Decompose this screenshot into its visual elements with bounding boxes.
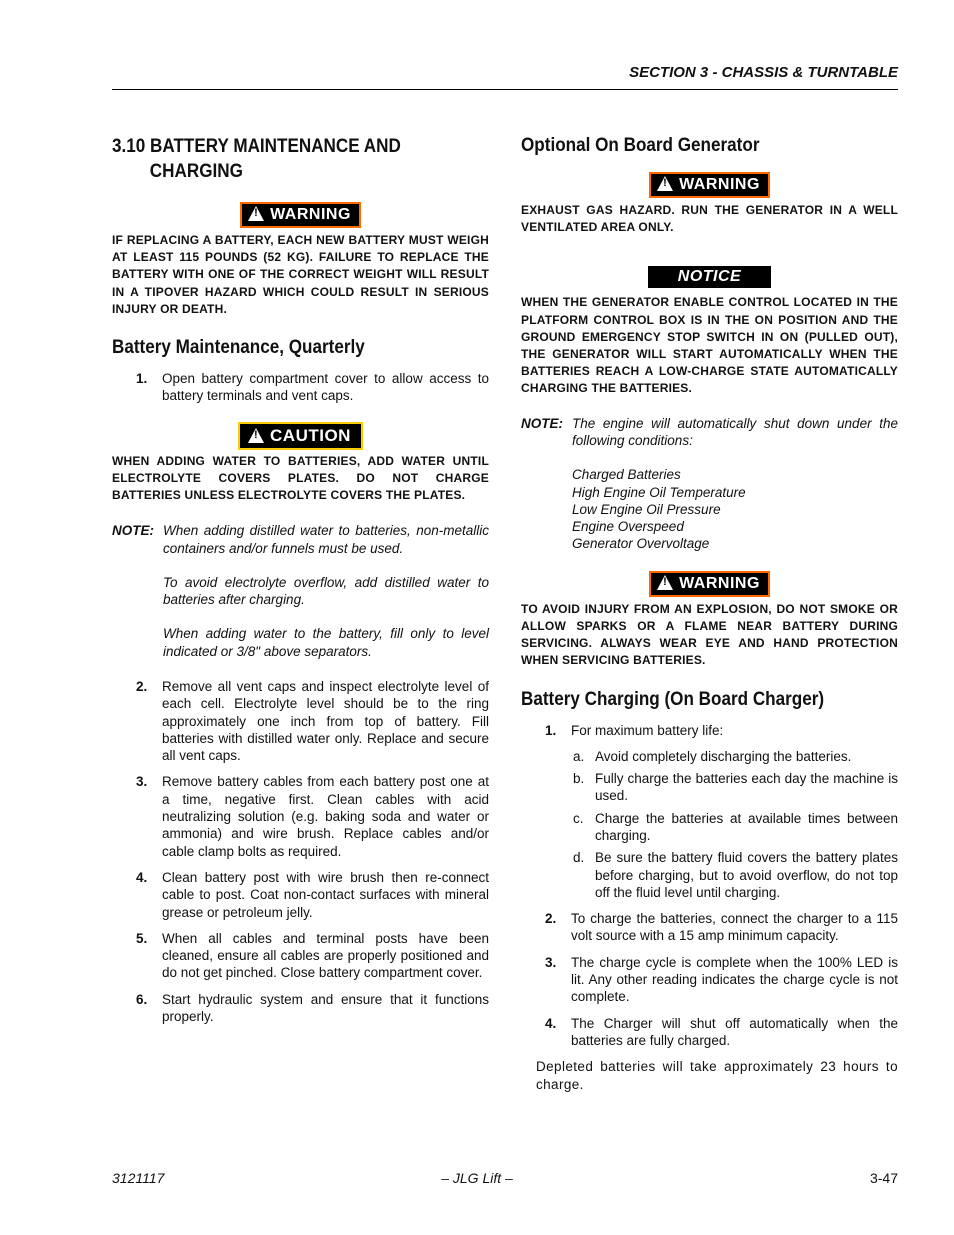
warning-badge bbox=[649, 571, 770, 597]
warning-label: WARNING bbox=[679, 176, 760, 193]
sub-item bbox=[521, 810, 898, 845]
sub-item-text: Fully charge the batteries each day the machine is used. bbox=[595, 771, 898, 804]
step-number: 1. bbox=[545, 722, 557, 738]
step-item bbox=[521, 1015, 898, 1050]
note-label: NOTE: bbox=[521, 415, 563, 431]
step-number: 5. bbox=[136, 930, 148, 946]
warning-text: TO AVOID INJURY FROM AN EXPLOSION, DO NOT SMOKE OR ALLOW SPARKS OR A FLAME NEAR BATTERY DURING SERVICING. ALWAYS WEAR EYE AND HAND PROTECTION WHEN SERVICING BATTERIES. bbox=[521, 601, 898, 668]
step-number: 1. bbox=[136, 371, 148, 387]
step-list bbox=[521, 910, 898, 1049]
sub-item-text: Avoid completely discharging the batteries. bbox=[595, 748, 852, 764]
note-paragraph: When adding water to the battery, fill only to level indicated or 3/8" above separators. bbox=[163, 626, 489, 659]
step-number: 3. bbox=[136, 774, 148, 790]
step-number: 2. bbox=[545, 911, 557, 927]
step-number: 4. bbox=[136, 869, 148, 885]
step-item bbox=[112, 370, 489, 405]
step-list bbox=[112, 678, 489, 1025]
condition-item: Generator Overvoltage bbox=[572, 536, 710, 552]
condition-item: Low Engine Oil Pressure bbox=[572, 501, 721, 517]
step-number: 4. bbox=[545, 1015, 557, 1031]
warning-text: EXHAUST GAS HAZARD. RUN THE GENERATOR IN A WELL VENTILATED AREA ONLY. bbox=[521, 203, 898, 235]
condition-item: Engine Overspeed bbox=[572, 519, 684, 535]
step-number: 6. bbox=[136, 991, 148, 1007]
step-item bbox=[112, 991, 489, 1026]
note-paragraph: When adding distilled water to batteries, non-metallic containers and/or funnels must be used. bbox=[163, 523, 489, 556]
sub-item-list bbox=[521, 748, 898, 901]
warning-triangle-icon bbox=[248, 206, 264, 221]
sub-item-text: Be sure the battery fluid covers the battery plates before charging, but to avoid overflow, do not top off the fluid level until charging. bbox=[595, 850, 898, 900]
main-heading-line2: CHARGING bbox=[149, 161, 243, 182]
step-text: The charge cycle is complete when the 100% LED is lit. Any other reading indicates the charge cycle is not complete. bbox=[571, 954, 898, 1005]
footer-doc-number: 3121117 bbox=[112, 1170, 165, 1186]
condition-item: High Engine Oil Temperature bbox=[572, 484, 746, 500]
condition-list bbox=[572, 466, 898, 552]
notice-text: WHEN THE GENERATOR ENABLE CONTROL LOCATED IN THE PLATFORM CONTROL BOX IS IN THE ON POSITION AND THE GROUND EMERGENCY STOP SWITCH IN ON (PULLED OUT), THE GENERATOR WILL START AUTOMATICALLY WHEN THE BATTERIES REACH A LOW-CHARGE STATE AUTOMATICALLY CHARGING THE BATTERIES. bbox=[521, 295, 898, 396]
warning-badge bbox=[240, 202, 361, 228]
step-text: When all cables and terminal posts have been cleaned, ensure all cables are properly positioned and do not get pinched. Close battery compartment cover. bbox=[162, 930, 489, 981]
step-text: Start hydraulic system and ensure that it functions properly. bbox=[162, 991, 489, 1025]
warning-label: WARNING bbox=[270, 206, 351, 223]
note-paragraph: To avoid electrolyte overflow, add distilled water to batteries after charging. bbox=[163, 574, 489, 608]
caution-badge-wrap bbox=[112, 422, 489, 450]
main-heading-line1: 3.10 BATTERY MAINTENANCE AND bbox=[112, 136, 401, 157]
caution-text: WHEN ADDING WATER TO BATTERIES, ADD WATER UNTIL ELECTROLYTE COVERS PLATES. DO NOT CHARGE BATTERIES UNLESS ELECTROLYTE COVERS THE PLATES. bbox=[112, 453, 489, 503]
charging-heading: Battery Charging (On Board Charger) bbox=[521, 688, 825, 710]
sub-item-letter: b. bbox=[573, 771, 585, 787]
warning-triangle-icon bbox=[657, 575, 673, 590]
sub-item-letter: c. bbox=[573, 810, 584, 826]
footer-brand: – JLG Lift – bbox=[441, 1170, 513, 1186]
step-number: 3. bbox=[545, 954, 557, 970]
warning-badge bbox=[649, 172, 770, 198]
step-text: To charge the batteries, connect the charger to a 115 volt source with a 15 amp minimum capacity. bbox=[571, 911, 898, 944]
step-text: Remove battery cables from each battery post one at a time, negative first. Clean cables with acid neutralizing solution (e.g. baking soda and water or ammonia) and wire brush. Replace cables and/or cable clamp bolts as required. bbox=[162, 774, 489, 859]
section-header: SECTION 3 - CHASSIS & TURNTABLE bbox=[629, 64, 898, 81]
step-item bbox=[112, 773, 489, 859]
step-item bbox=[112, 869, 489, 921]
sub-item-letter: a. bbox=[573, 748, 585, 764]
generator-heading: Optional On Board Generator bbox=[521, 135, 760, 156]
notice-badge-wrap bbox=[521, 266, 898, 288]
left-column bbox=[112, 128, 489, 1025]
closing-paragraph: Depleted batteries will take approximately 23 hours to charge. bbox=[536, 1059, 898, 1092]
warning-badge-wrap bbox=[521, 571, 898, 597]
step-item bbox=[112, 930, 489, 982]
condition-item: Charged Batteries bbox=[572, 467, 681, 483]
footer-page-number: 3-47 bbox=[869, 1170, 898, 1186]
note-block bbox=[112, 522, 489, 660]
sub-item bbox=[521, 770, 898, 805]
step-item bbox=[521, 910, 898, 945]
step-text: The Charger will shut off automatically when the batteries are fully charged. bbox=[571, 1015, 898, 1048]
sub-item-text: Charge the batteries at available times between charging. bbox=[595, 810, 898, 843]
warning-triangle-icon bbox=[657, 176, 673, 191]
notice-badge: NOTICE bbox=[648, 266, 771, 288]
step-item bbox=[521, 954, 898, 1006]
step-text: Open battery compartment cover to allow access to battery terminals and vent caps. bbox=[162, 371, 489, 404]
caution-label: CAUTION bbox=[270, 425, 351, 445]
sub-item-letter: d. bbox=[573, 850, 585, 866]
caution-triangle-icon bbox=[248, 428, 264, 443]
step-item bbox=[112, 678, 489, 764]
main-heading bbox=[112, 134, 451, 184]
note-block bbox=[521, 415, 898, 553]
warning-badge-wrap bbox=[521, 172, 898, 198]
step-number: 2. bbox=[136, 679, 148, 694]
right-column bbox=[521, 128, 898, 1093]
step-item bbox=[521, 722, 898, 739]
header-rule bbox=[112, 89, 898, 90]
sub-item bbox=[521, 748, 898, 765]
quarterly-heading: Battery Maintenance, Quarterly bbox=[112, 337, 365, 359]
step-text: Clean battery post with wire brush then re-connect cable to post. Coat non-contact surfaces with mineral grease or petroleum jelly. bbox=[162, 869, 489, 920]
step-text: For maximum battery life: bbox=[571, 722, 724, 738]
caution-badge bbox=[238, 422, 363, 450]
step-text: Remove all vent caps and inspect electrolyte level of each cell. Electrolyte level should be to the ring approximately one inch from top of battery. Fill batteries with distilled water only. Replace and secure all vent caps. bbox=[162, 679, 489, 764]
warning-label: WARNING bbox=[679, 574, 760, 592]
warning-text: IF REPLACING A BATTERY, EACH NEW BATTERY MUST WEIGH AT LEAST 115 POUNDS (52 KG). FAILURE TO REPLACE THE BATTERY WITH ONE OF THE CORRECT WEIGHT WILL RESULT IN A TIPOVER HAZARD WHICH COULD RESULT IN SERIOUS INJURY OR DEATH. bbox=[112, 233, 489, 316]
note-paragraph: The engine will automatically shut down under the following conditions: bbox=[572, 415, 898, 448]
sub-item bbox=[521, 849, 898, 901]
warning-badge-wrap bbox=[112, 202, 489, 228]
note-label: NOTE: bbox=[112, 523, 154, 539]
